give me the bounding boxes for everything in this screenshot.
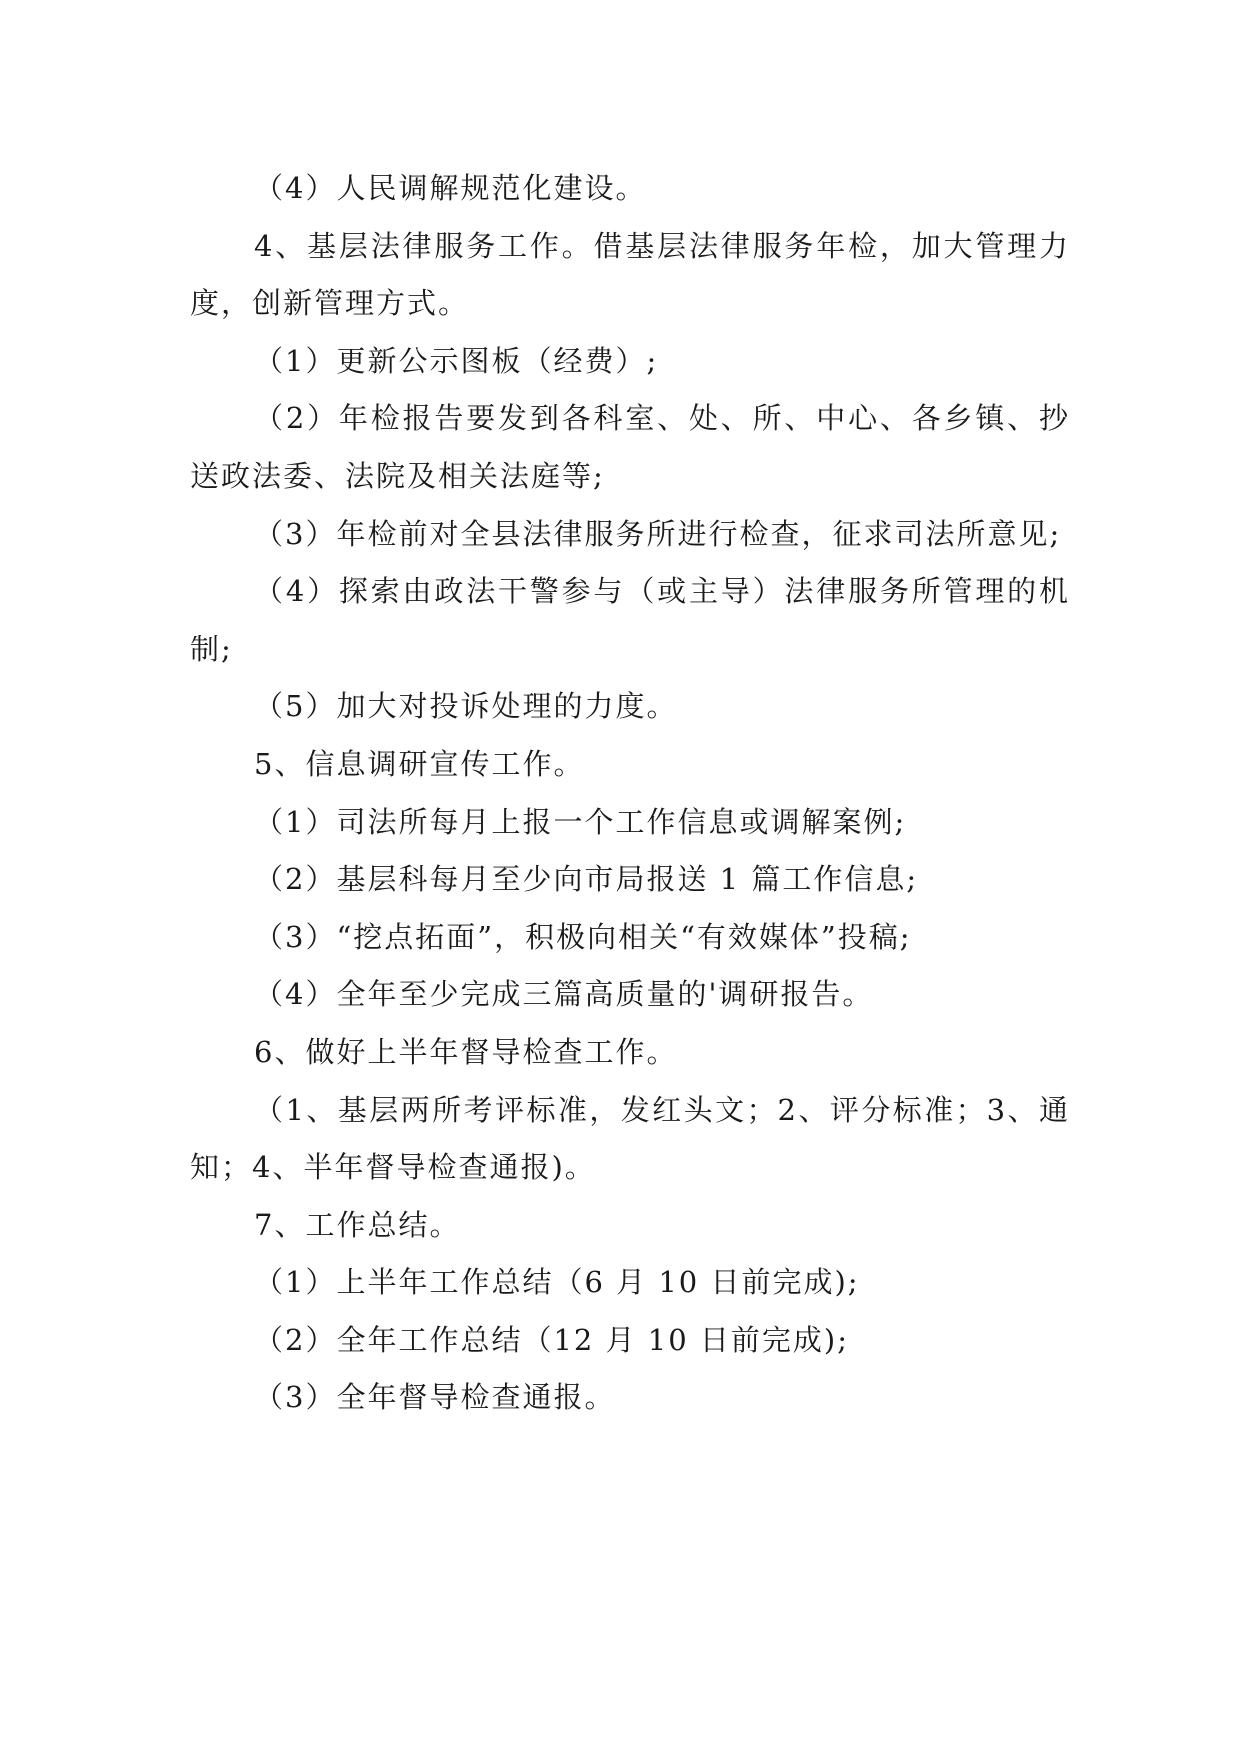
paragraph-legal-service-item-4: （4）探索由政法干警参与（或主导）法律服务所管理的机制; xyxy=(190,574,1070,666)
paragraph-legal-service-heading: 4、基层法律服务工作。借基层法律服务年检，加大管理力度，创新管理方式。 xyxy=(190,228,1070,321)
paragraph-summary-item-2: （2）全年工作总结（12 月 10 日前完成); xyxy=(254,1322,849,1357)
paragraph-summary-heading: 7、工作总结。 xyxy=(254,1207,461,1242)
paragraph-research-item-2: （2）基层科每月至少向市局报送 1 篇工作信息; xyxy=(254,862,919,897)
paragraph-legal-service-item-5: （5）加大对投诉处理的力度。 xyxy=(254,689,678,724)
paragraph-legal-service-item-2: （2）年检报告要发到各科室、处、所、中心、各乡镇、抄送政法委、法院及相关法庭等; xyxy=(190,401,1070,493)
paragraph-summary-item-1: （1）上半年工作总结（6 月 10 日前完成); xyxy=(254,1265,860,1300)
paragraph-research-item-4: （4）全年至少完成三篇高质量的'调研报告。 xyxy=(254,977,874,1012)
document-body xyxy=(190,160,1070,1427)
paragraph-research-item-1: （1）司法所每月上报一个工作信息或调解案例; xyxy=(254,804,907,839)
paragraph-inspection-items: （1、基层两所考评标准，发红头文；2、评分标准；3、通知；4、半年督导检查通报)。 xyxy=(190,1092,1070,1185)
paragraph-research-heading: 5、信息调研宣传工作。 xyxy=(254,746,585,781)
paragraph-research-item-3: （3）“挖点拓面”，积极向相关“有效媒体”投稿; xyxy=(254,919,912,954)
paragraph-legal-service-item-1: （1）更新公示图板（经费）; xyxy=(254,343,659,378)
paragraph-summary-item-3: （3）全年督导检查通报。 xyxy=(254,1380,616,1415)
paragraph-legal-service-item-3: （3）年检前对全县法律服务所进行检查，征求司法所意见; xyxy=(254,516,1062,551)
paragraph-mediation-standardization: （4）人民调解规范化建设。 xyxy=(254,171,647,205)
paragraph-inspection-heading: 6、做好上半年督导检查工作。 xyxy=(254,1034,678,1069)
